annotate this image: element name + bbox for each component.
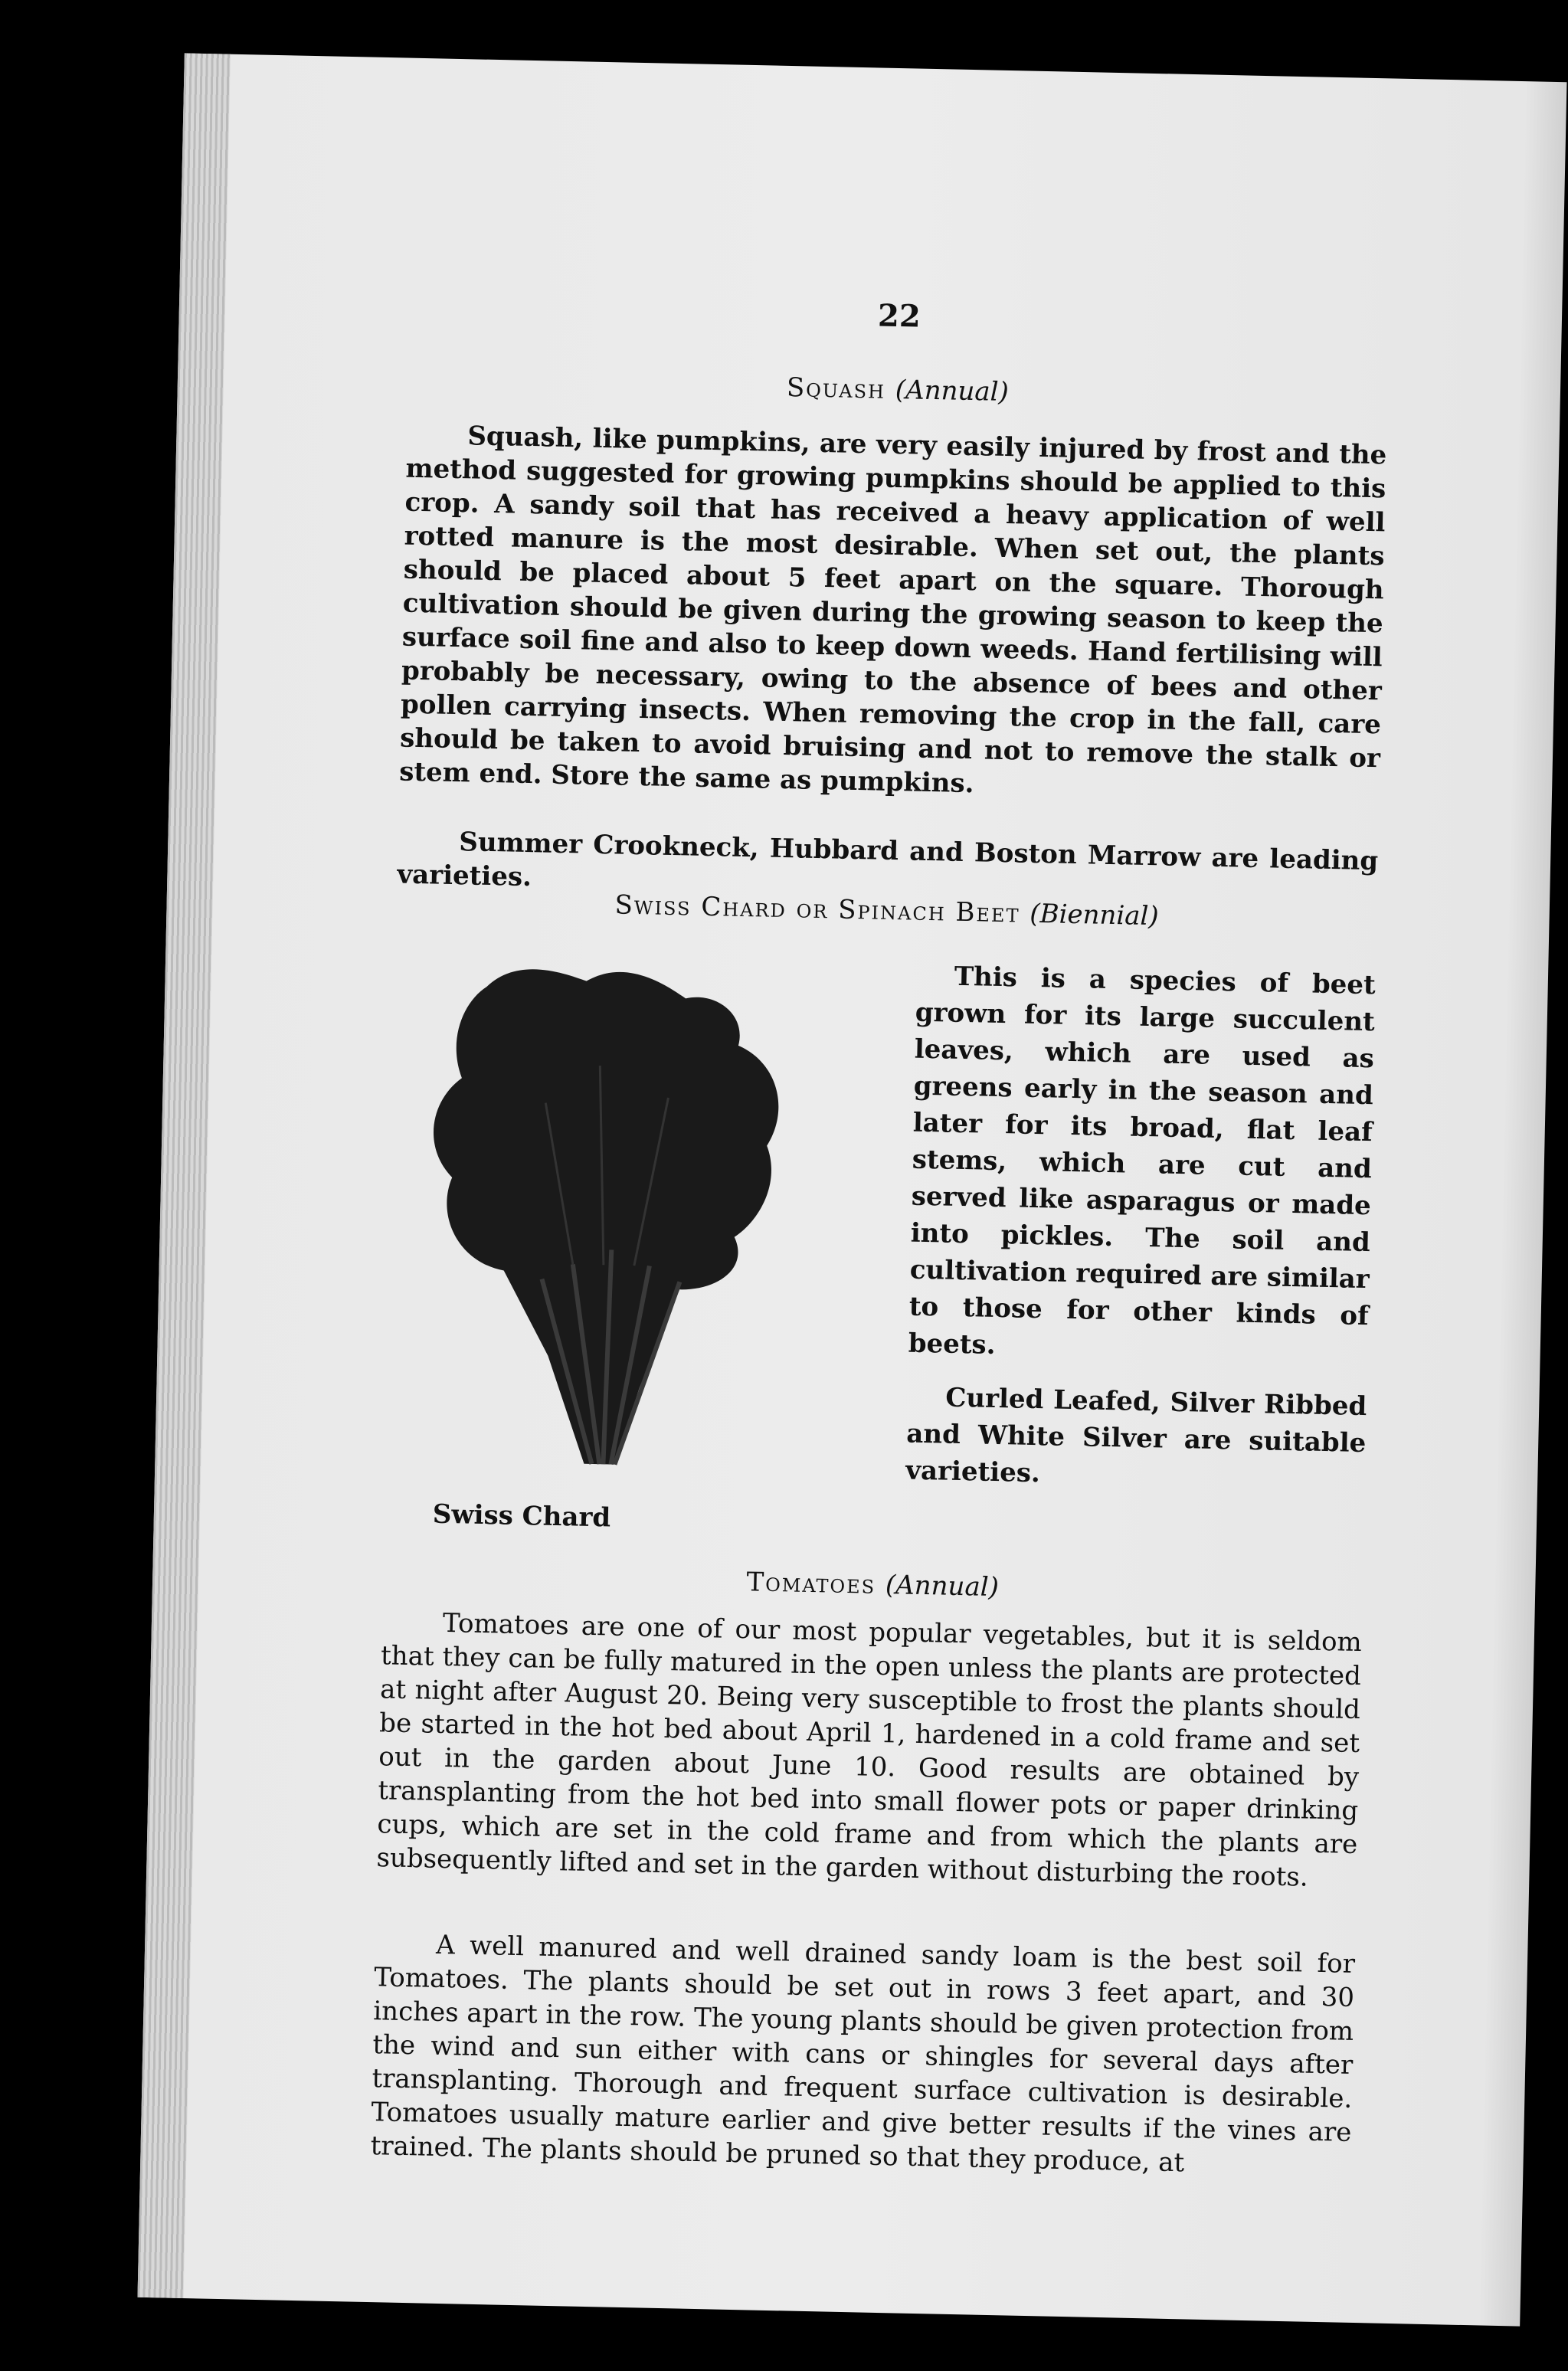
squash-heading bbox=[408, 365, 1389, 416]
swiss-chard-paragraph-2: Curled Leafed, Silver Ribbed and White Silver are suitable varieties. bbox=[905, 1382, 1367, 1489]
swiss-chard-illustration bbox=[384, 923, 856, 1515]
page-content bbox=[370, 58, 1395, 2179]
squash-paragraph-2: Summer Crookneck, Hubbard and Boston Marrow are leading varieties. bbox=[397, 827, 1379, 893]
tomatoes-paragraph-1: Tomatoes are one of our most popular vegetables, but it is seldom that they can be fully matured in the open unless the plants are protected at night after August 20. Being very susceptible to frost the plants should be started in the hot bed about April 1, hardened in a cold frame and set out in the garden about June 10. Good results are obtained by transplanting from the hot bed into small flower pots or paper drinking cups, which are set in the cold frame and from which the plants are subsequently lifted and set in the garden without disturbing the roots. bbox=[376, 1607, 1363, 1893]
squash-heading-title: Squash bbox=[786, 372, 886, 405]
book-spine bbox=[138, 53, 231, 2298]
tomatoes-paragraph-2: A well manured and well drained sandy loam is the best soil for Tomatoes. The plants should be set out in rows 3 feet apart, and 30 inches apart in the row. The young plants should be given protection from the wind and sun either with cans or shingles for several days after transplanting. Thorough and frequent surface cultivation is desirable. Tomatoes usually mature earlier and give better results if the vines are trained. The plants should be pruned so that they produce, at bbox=[370, 1929, 1356, 2179]
tomatoes-heading-note: (Annual) bbox=[885, 1570, 1000, 1603]
swiss-chard-heading-note: (Biennial) bbox=[1029, 898, 1160, 932]
tomatoes-heading-title: Tomatoes bbox=[746, 1567, 876, 1600]
tomatoes-heading bbox=[382, 1559, 1363, 1610]
book-page bbox=[138, 53, 1567, 2326]
page-number: 22 bbox=[877, 297, 921, 335]
squash-heading-note: (Annual) bbox=[895, 374, 1010, 408]
swiss-chard-heading-title: Swiss Chard or Spinach Beet bbox=[614, 889, 1020, 929]
swiss-chard-caption: Swiss Chard bbox=[432, 1498, 611, 1534]
squash-paragraph-1: Squash, like pumpkins, are very easily injured by frost and the method suggested for growing pumpkins should be applied to this crop. A sandy soil that has received a heavy application of well rotted manure is the most desirable. When set out, the plants should be placed about 5 feet apart on the square. Thorough cultivation should be given during the growing season to keep the surface soil fine and also to keep down weeds. Hand fertilising will probably be necessary, owing to the absence of bees and other pollen carrying insects. When removing the crop in the fall, care should be taken to avoid bruising and not to remove the stalk or stem end. Store the same as pumpkins. bbox=[398, 421, 1387, 800]
swiss-chard-paragraph-1: This is a species of beet grown for its large succulent leaves, which are used as greens early in the season and later for its broad, flat leaf stems, which are cut and served like asparagus or made into pickles. The soil and cultivation required are similar to those for other kinds of beets. bbox=[908, 961, 1377, 1361]
